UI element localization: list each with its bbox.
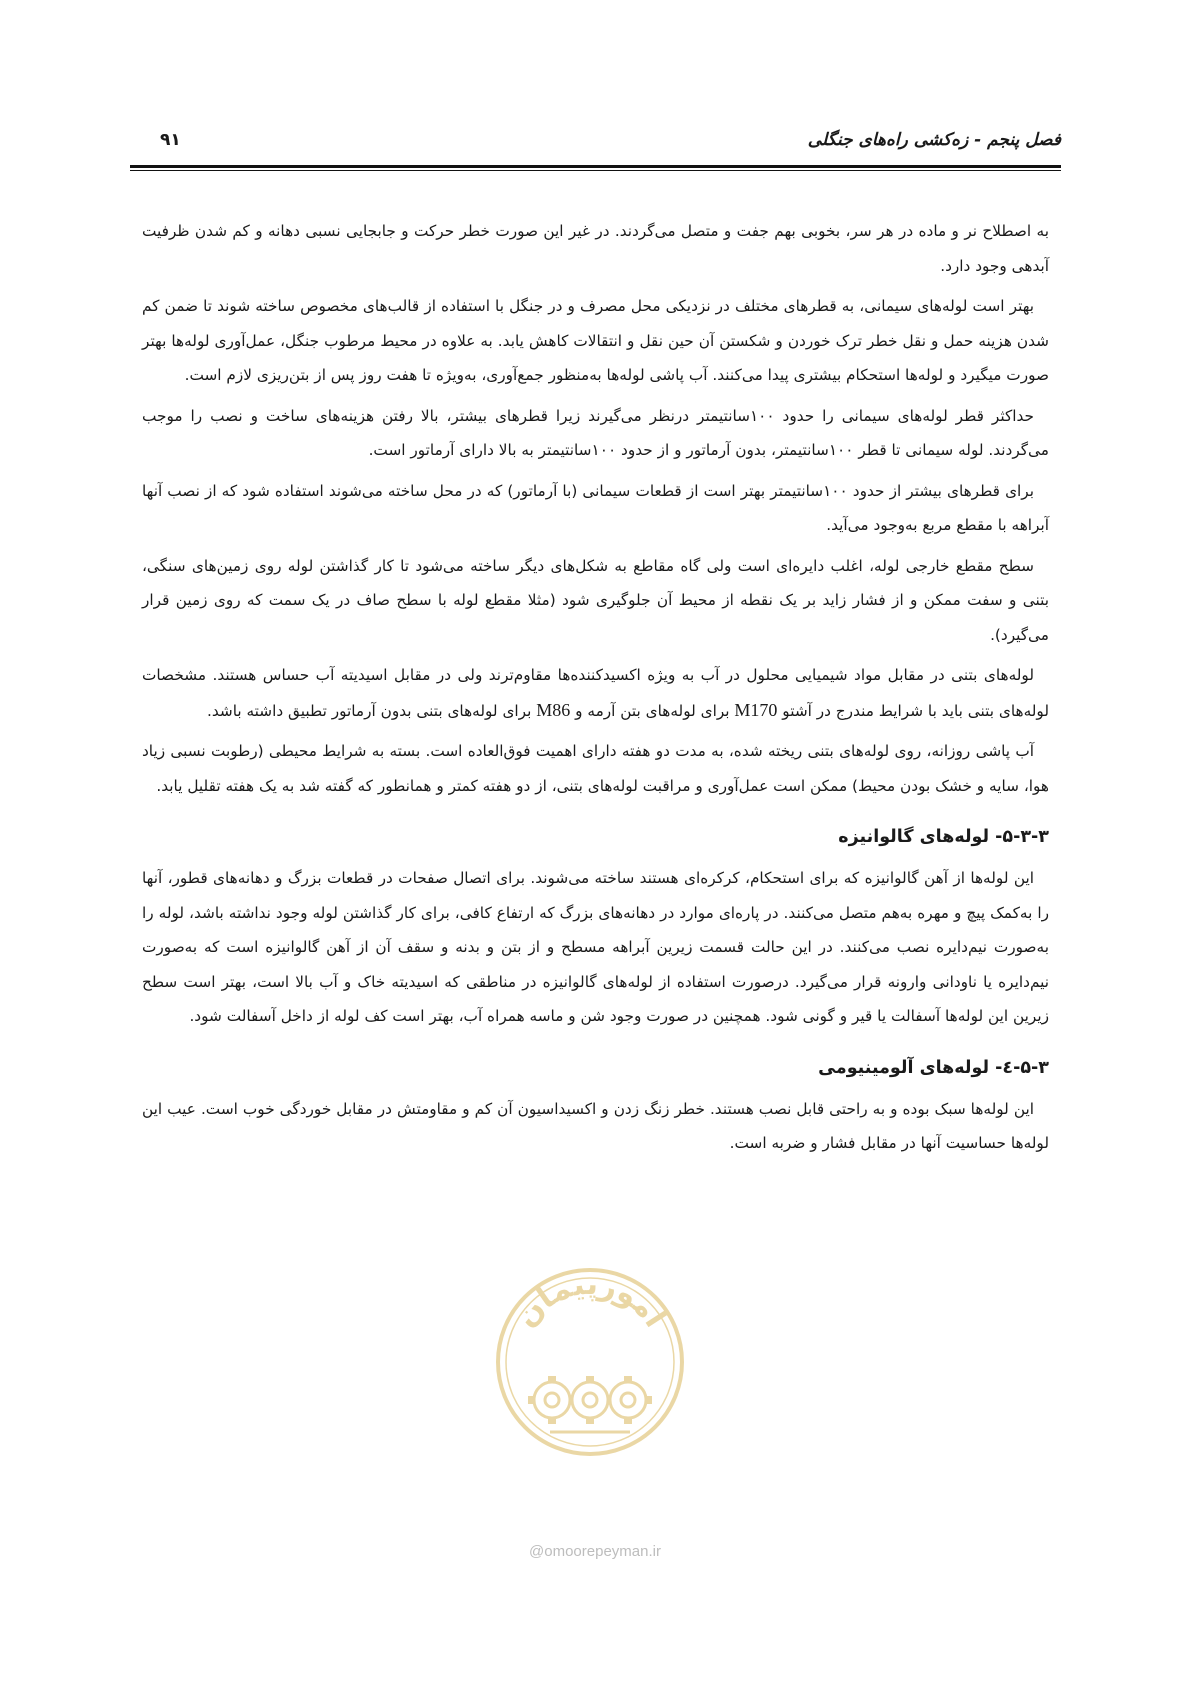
paragraph: این لوله‌ها سبک بوده و به راحتی قابل نصب هستند. خطر زنگ زدن و اکسیداسیون آن کم و مقاومتش در مقابل خوردگی خوب است. عیب این لوله‌ها حساسیت آنها در مقابل فشار و ضربه است. (142, 1099, 1049, 1152)
svg-text:امورپیمان (508, 1267, 672, 1334)
standard-code: M170 (734, 699, 778, 720)
paragraph: بهتر است لوله‌های سیمانی، به قطرهای مختلف در نزدیکی محل مصرف و در جنگل با استفاده از قالب‌های مخصوص ساخته شوند تا ضمن کم شدن هزینه حمل و نقل خطر ترک خوردن و شکستن آن حین نقل و انتقالات کاهش یابد. به علاوه در محیط مرطوب جنگل، عمل‌آوری لوله‌ها بهتر صورت میگیرد و لوله‌ها استحکام بیشتری پیدا می‌کنند. آب پاشی لوله‌ها به‌منظور جمع‌آوری، به‌ویژه تا هفت روز پس از بتن‌ریزی لازم است. (142, 297, 1049, 384)
watermark-site: @omoorepeyman.ir (529, 1543, 661, 1560)
paragraph-text: برای لوله‌های بتنی بدون آرماتور تطبیق داشته باشد. (206, 701, 537, 720)
page-header (130, 130, 1061, 170)
header-rule-thin (130, 170, 1061, 171)
standard-code: M86 (536, 699, 571, 720)
section-heading: ۵-۳-۳- لوله‌های گالوانیزه (838, 827, 1049, 847)
watermark-logo (490, 1262, 690, 1462)
paragraph: برای قطرهای بیشتر از حدود ۱۰۰سانتیمتر بهتر است از قطعات سیمانی (با آرماتور) که در محل ساخته می‌شوند استفاده شود که از نصب آنها آبراهه با مقطع مربع به‌وجود می‌آید. (142, 481, 1049, 534)
paragraph-text: لوله‌های بتنی در مقابل مواد شیمیایی محلول در آب به ویژه اکسیدکننده‌ها مقاوم‌ترند ولی در مقابل اسیدیته آب حساس هستند. مشخصات لوله‌های بتنی باید با شرایط مندرج در آشتو (142, 666, 1049, 720)
paragraph-text: برای لوله‌های بتن آرمه و (570, 701, 735, 720)
paragraph: سطح مقطع خارجی لوله، اغلب دایره‌ای است ولی گاه مقاطع به شکل‌های دیگر ساخته می‌شود تا کار گذاشتن لوله روی زمین‌های سنگی، بتنی و سفت ممکن و از فشار زاید بر یک نقطه از محیط آن جلوگیری شود (مثلا مقطع لوله با سطح صاف در یک سمت که روی زمین قرار می‌گیرد). (142, 556, 1049, 644)
section-heading: ۵-۳-٤- لوله‌های آلومینیومی (818, 1057, 1049, 1078)
header-rule-thick (130, 165, 1061, 168)
paragraph: حداکثر قطر لوله‌های سیمانی را حدود ۱۰۰سانتیمتر درنظر می‌گیرند زیرا قطرهای بیشتر، بالا رفتن هزینه‌های ساخت و نصب را موجب می‌گردند. لوله سیمانی تا قطر ۱۰۰سانتیمتر، بدون آرماتور و از حدود ۱۰۰سانتیمتر به بالا دارای آرماتور است. (142, 406, 1049, 459)
paragraph: به اصطلاح نر و ماده در هر سر، بخوبی بهم جفت و متصل می‌گردند. در غیر این صورت خطر حرکت و جابجایی نسبی دهانه و کم شدن ظرفیت آبدهی وجود دارد. (142, 222, 1049, 275)
watermark-logo-text: امورپیمان (508, 1266, 673, 1334)
chapter-title: فصل پنجم - زه‌کشی راه‌های جنگلی (807, 130, 1061, 150)
paragraph: این لوله‌ها از آهن گالوانیزه که برای استحکام، کرکره‌ای هستند ساخته می‌شوند. برای اتصال صفحات در قطعات بزرگ و دهانه‌های قطور، آنها را به‌کمک پیچ و مهره به‌هم متصل می‌کنند. در پاره‌ای موارد در دهانه‌های بزرگ که ارتفاع کافی، برای کار گذاشتن لوله وجود نداشته باشد، لوله را به‌صورت نیم‌دایره نصب می‌کنند. در این حالت قسمت زیرین آبراهه مسطح و از بتن و بدنه و سقف آن از آهن گالوانیزه است که به‌صورت نیم‌دایره یا ناودانی وارونه قرار می‌گیرد. درصورت استفاده از لوله‌های گالوانیزه در مناطقی که اسیدیته خاک و آب بالا است، بهتر است سطح زیرین این لوله‌ها آسفالت یا قیر و گونی شود. همچنین در صورت وجود شن و ماسه همراه آب، بهتر است کف لوله از داخل آسفالت شود. (142, 869, 1049, 1025)
paragraph: آب پاشی روزانه، روی لوله‌های بتنی ریخته شده، به مدت دو هفته دارای اهمیت فوق‌العاده است. بسته به شرایط محیطی (رطوبت نسبی زیاد هوا، سایه و خشک بودن محیط) ممکن است عمل‌آوری و مراقبت لوله‌های بتنی، از دو هفته کمتر و همانطور که گفته شد به یک هفته تقلیل یابد. (142, 742, 1049, 795)
paragraph (142, 658, 1049, 728)
page-number: ۹۱ (160, 130, 181, 150)
body-text (142, 214, 1049, 1161)
